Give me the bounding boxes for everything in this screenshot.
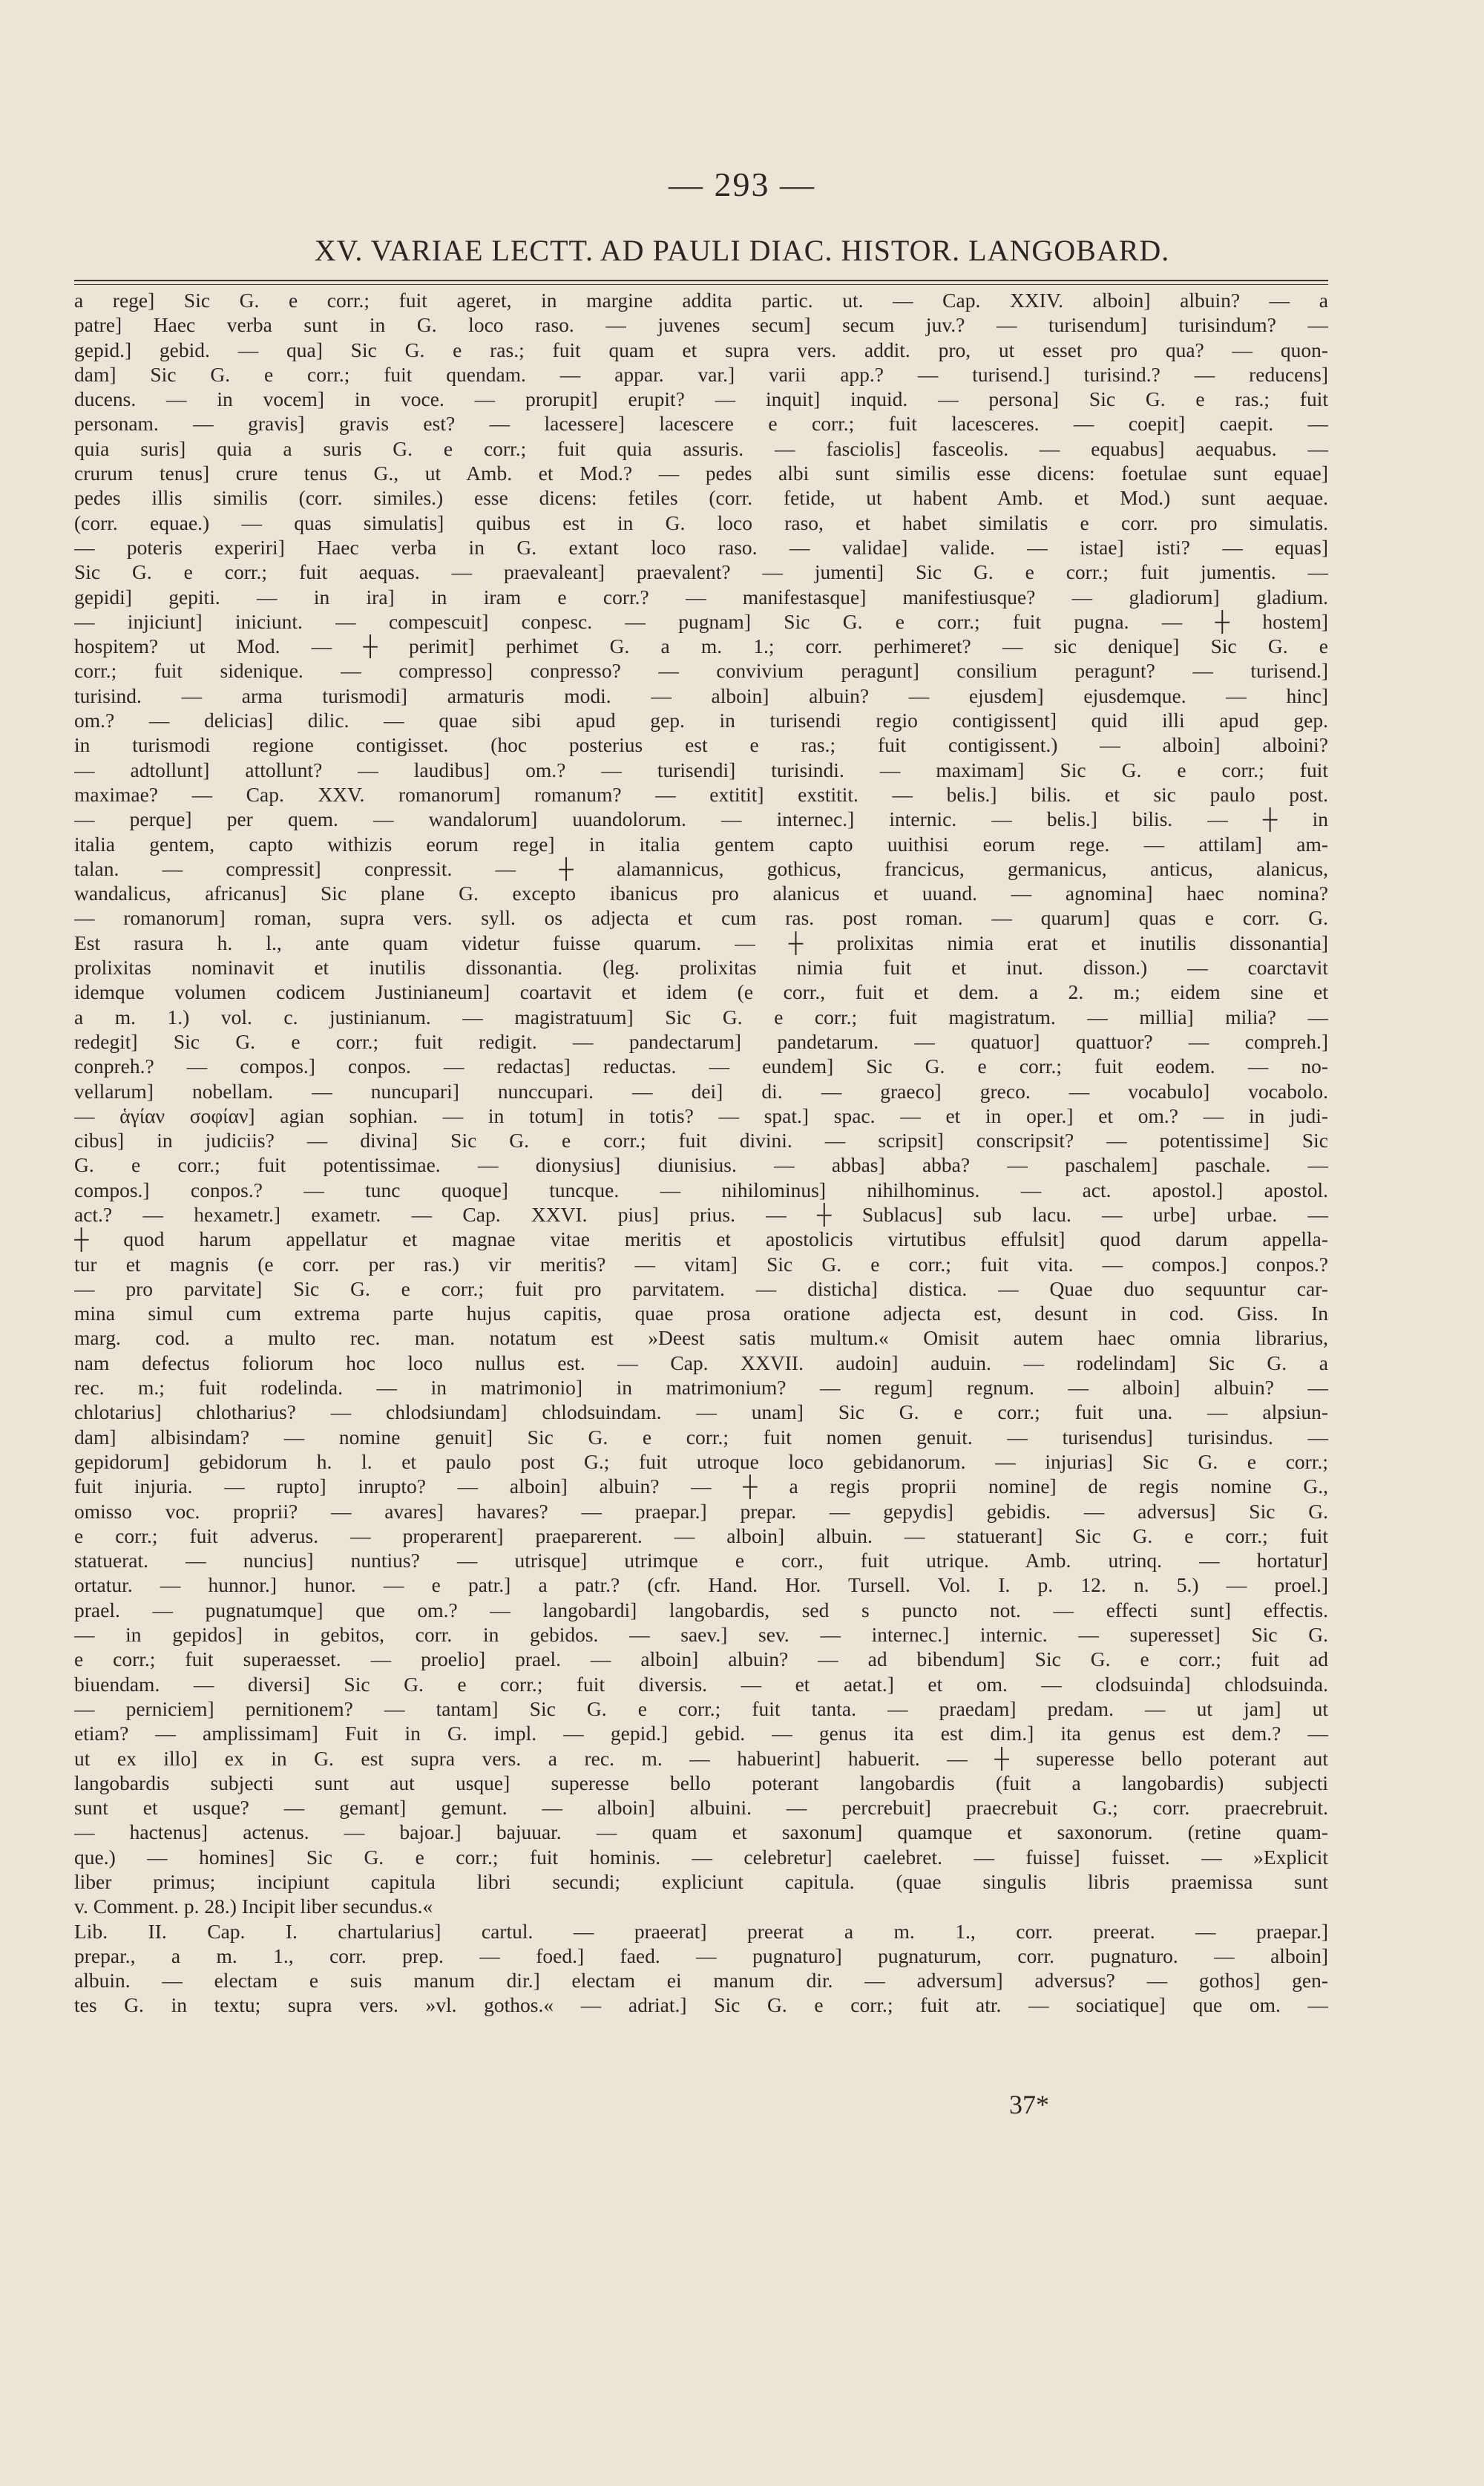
text-line: nam defectus foliorum hoc loco nullus est. — Cap. XXVII. audoin] auduin. — rodelindam] Sic G. a — [74, 1351, 1328, 1374]
text-line: etiam? — amplissimam] Fuit in G. impl. — gepid.] gebid. — genus ita est dim.] ita genus est dem.? — — [74, 1722, 1328, 1745]
variant-readings-text — [74, 288, 1328, 2018]
text-line: om.? — delicias] dilic. — quae sibi apud gep. in turisendi regio contigissent] quid illi apud gep. — [74, 709, 1328, 732]
text-line: (corr. equae.) — quas simulatis] quibus est in G. loco raso, et habet similatis e corr. pro simulatis. — [74, 511, 1328, 534]
text-line: — injiciunt] iniciunt. — compescuit] conpesc. — pugnam] Sic G. e corr.; fuit pugna. — ┼ hostem] — [74, 609, 1328, 633]
text-line: act.? — hexametr.] exametr. — Cap. XXVI. pius] prius. — ┼ Sublacus] sub lacu. — urbe] urbae. — — [74, 1202, 1328, 1226]
text-line: ortatur. — hunnor.] hunor. — e patr.] a patr.? (cfr. Hand. Hor. Tursell. Vol. I. p. 12. n. 5.) — proel.] — [74, 1573, 1328, 1597]
text-line: crurum tenus] crure tenus G., ut Amb. et Mod.? — pedes albi sunt similis esse dicens: foetulae sunt equae] — [74, 462, 1328, 485]
text-line: G. e corr.; fuit potentissimae. — dionysius] diunisius. — abbas] abba? — paschalem] paschale. — — [74, 1153, 1328, 1177]
text-line: turisind. — arma turismodi] armaturis modi. — alboin] albuin? — ejusdem] ejusdemque. — hinc] — [74, 683, 1328, 707]
text-line: — perniciem] pernitionem? — tantam] Sic G. e corr.; fuit tanta. — praedam] predam. — ut jam] ut — [74, 1696, 1328, 1720]
text-line: que.) — homines] Sic G. e corr.; fuit hominis. — celebretur] caelebret. — fuisse] fuisset. — »Explicit — [74, 1845, 1328, 1869]
text-line: gepidi] gepiti. — in ira] in iram e corr.? — manifestasque] manifestiusque? — gladiorum] gladium. — [74, 585, 1328, 609]
text-line: — poteris experiri] Haec verba in G. extant loco raso. — validae] valide. — istae] isti? — equas] — [74, 535, 1328, 559]
text-line: dam] albisindam? — nomine genuit] Sic G. e corr.; fuit nomen genuit. — turisendus] turisindus. — — [74, 1425, 1328, 1449]
text-line: ducens. — in vocem] in voce. — prorupit] erupit? — inquit] inquid. — persona] Sic G. e ras.; fuit — [74, 387, 1328, 411]
text-line: albuin. — electam e suis manum dir.] electam ei manum dir. — adversum] adversus? — gothos] gen- — [74, 1969, 1328, 1993]
text-line: corr.; fuit sidenique. — compresso] conpresso? — convivium peragunt] consilium peragunt? — turisend.] — [74, 659, 1328, 683]
text-line: in turismodi regione contigisset. (hoc posterius est e ras.; fuit contigissent.) — alboin] alboini? — [74, 733, 1328, 757]
text-line: sunt et usque? — gemant] gemunt. — alboin] albuini. — percrebuit] praecrebuit G.; corr. praecrebruit. — [74, 1796, 1328, 1820]
text-line: — perque] per quem. — wandalorum] uuandolorum. — internec.] internic. — belis.] bilis. — ┼ in — [74, 807, 1328, 831]
header-rule-thin — [74, 284, 1328, 285]
text-line: ut ex illo] ex in G. est supra vers. a rec. m. — habuerint] habuerit. — ┼ superesse bello poterant aut — [74, 1746, 1328, 1770]
text-line: redegit] Sic G. e corr.; fuit redigit. — pandectarum] pandetarum. — quatuor] quattuor? — compreh.] — [74, 1029, 1328, 1053]
text-line: pedes illis similis (corr. similes.) esse dicens: fetiles (corr. fetide, ut habent Amb. et Mod.) sunt aequae. — [74, 486, 1328, 510]
running-head: XV. VARIAE LECTT. AD PAULI DIAC. HISTOR. LANGOBARD. — [314, 234, 1170, 267]
text-line: Lib. II. Cap. I. chartularius] cartul. — praeerat] preerat a m. 1., corr. preerat. — praepar.] — [74, 1919, 1328, 1943]
text-line: — ἁγίαν σοφίαν] agian sophian. — in totum] in totis? — spat.] spac. — et in oper.] et om.? — in judi- — [74, 1103, 1328, 1127]
text-line: chlotarius] chlotharius? — chlodsiundam] chlodsuindam. — unam] Sic G. e corr.; fuit una. — alpsiun- — [74, 1400, 1328, 1424]
text-line: mina simul cum extrema parte hujus capitis, quae prosa oratione adjecta est, desunt in cod. Giss. In — [74, 1302, 1328, 1325]
text-line: Est rasura h. l., ante quam videtur fuisse quarum. — ┼ prolixitas nimia erat et inutilis dissonantia] — [74, 931, 1328, 954]
text-line: rec. m.; fuit rodelinda. — in matrimonio] in matrimonium? — regum] regnum. — alboin] albuin? — — [74, 1376, 1328, 1400]
text-line: compos.] conpos.? — tunc quoque] tuncque. — nihilominus] nihilhominus. — act. apostol.] apostol. — [74, 1178, 1328, 1201]
text-line: prolixitas nominavit et inutilis dissonantia. (leg. prolixitas nimia fuit et inut. disson.) — coarctavit — [74, 956, 1328, 980]
text-line: a m. 1.) vol. c. justinianum. — magistratuum] Sic G. e corr.; fuit magistratum. — millia] milia? — — [74, 1005, 1328, 1029]
text-line: biuendam. — diversi] Sic G. e corr.; fuit diversis. — et aetat.] et om. — clodsuinda] chlodsuinda. — [74, 1672, 1328, 1696]
text-line: idemque volumen codicem Justinianeum] coartavit et idem (e corr., fuit et dem. a 2. m.; eidem sine et — [74, 980, 1328, 1004]
text-line: italia gentem, capto withizis eorum rege] in italia gentem capto uuithisi eorum rege. — attilam] am- — [74, 832, 1328, 856]
text-line: prepar., a m. 1., corr. prep. — foed.] faed. — pugnaturo] pugnaturum, corr. pugnaturo. — alboin] — [74, 1944, 1328, 1967]
text-line: maximae? — Cap. XXV. romanorum] romanum? — extitit] exstitit. — belis.] bilis. et sic paulo post. — [74, 782, 1328, 806]
page-number: — 293 — — [669, 165, 815, 203]
text-line: a rege] Sic G. e corr.; fuit ageret, in margine addita partic. ut. — Cap. XXIV. alboin] albuin? — a — [74, 289, 1328, 312]
text-line: prael. — pugnatumque] que om.? — langobardi] langobardis, sed s puncto not. — effecti sunt] effectis. — [74, 1598, 1328, 1621]
text-line: tur et magnis (e corr. per ras.) vir meritis? — vitam] Sic G. e corr.; fuit vita. — compos.] conpos.? — [74, 1252, 1328, 1276]
text-line: gepid.] gebid. — qua] Sic G. e ras.; fuit quam et supra vers. addit. pro, ut esset pro qua? — quon- — [74, 338, 1328, 361]
text-line: conpreh.? — compos.] conpos. — redactas] reductas. — eundem] Sic G. e corr.; fuit eodem. — no- — [74, 1055, 1328, 1078]
text-line: wandalicus, africanus] Sic plane G. excepto ibanicus pro alanicus et uuand. — agnomina] haec nomina? — [74, 882, 1328, 905]
text-line: fuit injuria. — rupto] inrupto? — alboin] albuin? — ┼ a regis proprii nomine] de regis nomine G., — [74, 1475, 1328, 1498]
header-rule — [74, 280, 1328, 281]
text-line: langobardis subjecti sunt aut usque] superesse bello poterant langobardis (fuit a langobardis) subjecti — [74, 1771, 1328, 1794]
text-line: statuerat. — nuncius] nuntius? — utrisque] utrimque e corr., fuit utrique. Amb. utrinq. — hortatur] — [74, 1549, 1328, 1572]
text-line: — adtollunt] attollunt? — laudibus] om.? — turisendi] turisindi. — maximam] Sic G. e corr.; fuit — [74, 758, 1328, 781]
text-line: omisso voc. proprii? — avares] havares? — praepar.] prepar. — gepydis] gebidis. — adversus] Sic G. — [74, 1499, 1328, 1523]
text-line: vellarum] nobellam. — nuncupari] nunccupari. — dei] di. — graeco] greco. — vocabulo] vocabolo. — [74, 1079, 1328, 1103]
text-line: liber primus; incipiunt capitula libri secundi; expliciunt capitula. (quae singulis libris praemissa sunt — [74, 1870, 1328, 1893]
text-line: personam. — gravis] gravis est? — lacessere] lacescere e corr.; fuit lacesceres. — coepit] caepit. — — [74, 412, 1328, 436]
text-line: talan. — compressit] conpressit. — ┼ alamannicus, gothicus, francicus, germanicus, anticus, alanicus, — [74, 856, 1328, 880]
text-line: — hactenus] actenus. — bajoar.] bajuuar. — quam et saxonum] quamque et saxonorum. (retine quam- — [74, 1820, 1328, 1844]
text-line: dam] Sic G. e corr.; fuit quendam. — appar. var.] varii app.? — turisend.] turisind.? — reducens] — [74, 362, 1328, 386]
text-line: gepidorum] gebidorum h. l. et paulo post G.; fuit utroque loco gebidanorum. — injurias] Sic G. e corr.; — [74, 1449, 1328, 1473]
text-line: e corr.; fuit adverus. — properarent] praeparerent. — alboin] albuin. — statuerant] Sic G. e corr.; fuit — [74, 1524, 1328, 1547]
text-line: tes G. in textu; supra vers. »vl. gothos.« — adriat.] Sic G. e corr.; fuit atr. — sociatique] que om. — — [74, 1993, 1328, 2017]
text-line: ┼ quod harum appellatur et magnae vitae meritis et apostolicis virtutibus effulsit] quod darum appella- — [74, 1227, 1328, 1251]
text-line: — pro parvitate] Sic G. e corr.; fuit pro parvitatem. — disticha] distica. — Quae duo sequuntur car- — [74, 1276, 1328, 1300]
text-line: v. Comment. p. 28.) Incipit liber secundus.« — [74, 1895, 433, 1918]
text-line: — in gepidos] in gebitos, corr. in gebidos. — saev.] sev. — internec.] internic. — superesset] Sic G. — [74, 1623, 1328, 1647]
text-line: patre] Haec verba sunt in G. loco raso. — juvenes secum] secum juv.? — turisendum] turisindum? — — [74, 313, 1328, 337]
text-line: — romanorum] roman, supra vers. syll. os adjecta et cum ras. post roman. — quarum] quas e corr. G. — [74, 906, 1328, 930]
text-line: Sic G. e corr.; fuit aequas. — praevaleant] praevalent? — jumenti] Sic G. e corr.; fuit jumentis. — — [74, 560, 1328, 584]
text-line: quia suris] quia a suris G. e corr.; fuit quia assuris. — fasciolis] fasceolis. — equabus] aequabus. — — [74, 436, 1328, 460]
signature-mark: 37* — [1009, 2090, 1049, 2119]
text-line: marg. cod. a multo rec. man. notatum est »Deest satis multum.« Omisit autem haec omnia librarius, — [74, 1326, 1328, 1350]
text-line: e corr.; fuit superaesset. — proelio] prael. — alboin] albuin? — ad bibendum] Sic G. e corr.; fuit ad — [74, 1647, 1328, 1671]
text-line: cibus] in judiciis? — divina] Sic G. e corr.; fuit divini. — scripsit] conscripsit? — potentissime] Sic — [74, 1129, 1328, 1152]
text-line: hospitem? ut Mod. — ┼ perimit] perhimet G. a m. 1.; corr. perhimeret? — sic denique] Sic G. e — [74, 634, 1328, 658]
